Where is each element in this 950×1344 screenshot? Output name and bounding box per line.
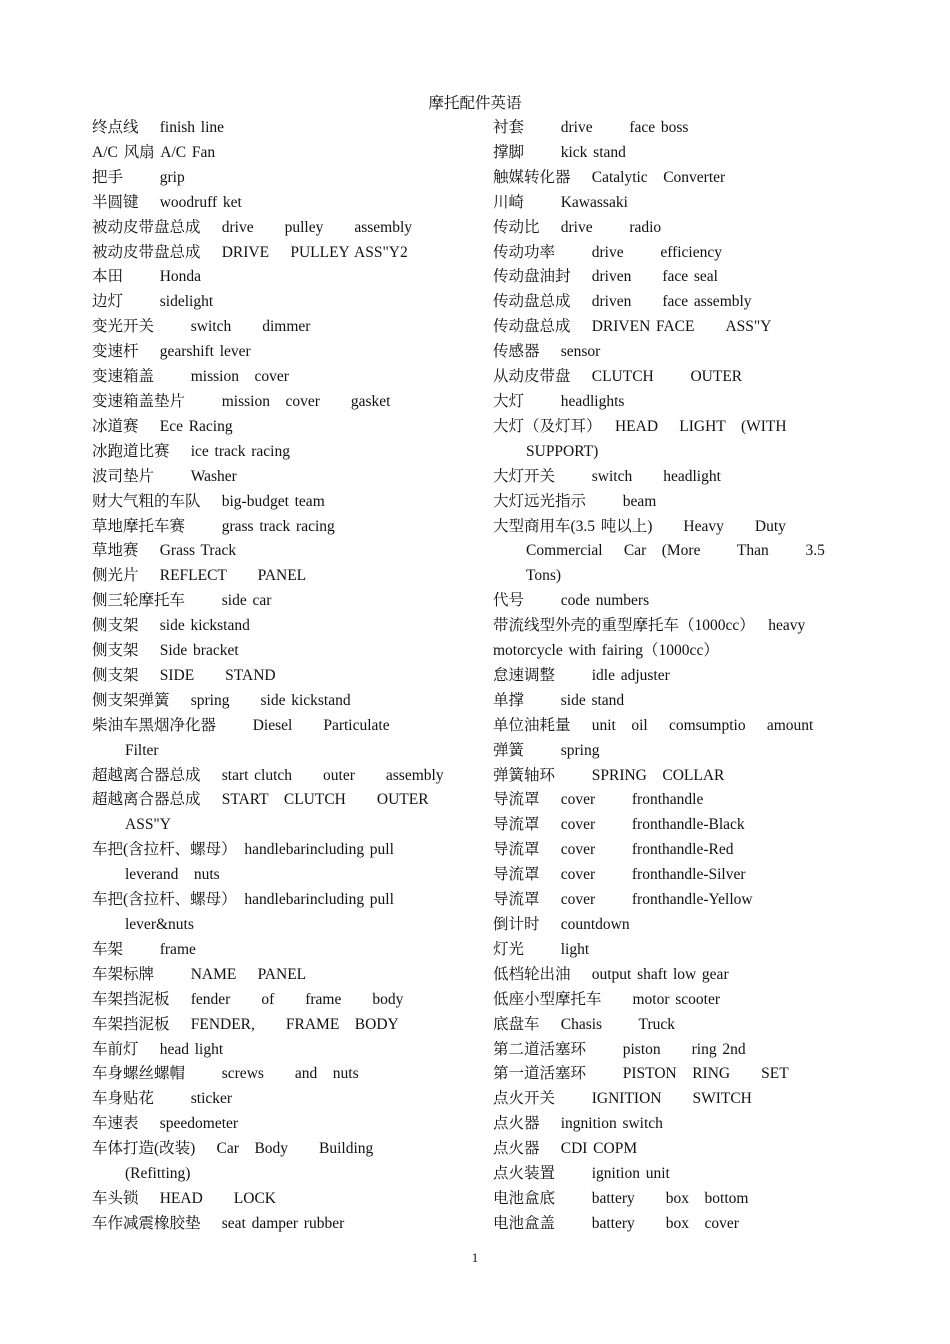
glossary-entry: 怠速调整 idle adjuster [493, 666, 670, 684]
glossary-entry: 大灯 headlights [493, 392, 625, 410]
glossary-entry: 侧支架 side kickstand [92, 617, 250, 635]
glossary-entry: 第一道活塞环 PISTON RING SET [493, 1065, 789, 1083]
glossary-entry: 车把(含拉杆、螺母） handlebarincluding pull [92, 891, 394, 909]
glossary-entry: 弹簧轴环 SPRING COLLAR [493, 766, 725, 784]
glossary-entry: 车头锁 HEAD LOCK [92, 1189, 276, 1207]
glossary-entry: 倒计时 countdown [493, 916, 630, 933]
glossary-entry: 低档轮出油 output shaft low gear [493, 965, 729, 983]
glossary-entry: 弹簧 spring [493, 741, 600, 759]
glossary-entry: 变速箱盖 mission cover [92, 368, 289, 386]
glossary-entry: 传动盘总成 DRIVEN FACE ASS"Y [493, 318, 772, 336]
glossary-entry: 侧三轮摩托车 side car [92, 592, 272, 610]
glossary-entry: 车架 frame [92, 940, 196, 958]
glossary-entry: 传动功率 drive efficiency [493, 243, 722, 261]
glossary-entry: motorcycle with fairing（1000cc） [493, 642, 719, 660]
glossary-entry: 冰道赛 Ece Racing [92, 417, 233, 435]
glossary-entry: 点火器 CDI COPM [493, 1140, 638, 1158]
glossary-entry: 侧支架 Side bracket [92, 642, 239, 660]
glossary-entry: 灯光 light [493, 940, 590, 958]
glossary-entry: 衬套 drive face boss [493, 119, 689, 136]
glossary-entry: 超越离合器总成 start clutch outer assembly [92, 766, 444, 784]
glossary-entry: 电池盒盖 battery box cover [493, 1214, 739, 1232]
glossary-entry: 大灯远光指示 beam [493, 492, 657, 510]
glossary-entry: 代号 code numbers [493, 592, 650, 610]
glossary-entry: 导流罩 cover fronthandle-Yellow [493, 891, 753, 909]
glossary-entry: 车前灯 head light [92, 1040, 224, 1058]
glossary-entry: 半圆键 woodruff ket [92, 193, 242, 211]
glossary-entry: 草地赛 Grass Track [92, 542, 237, 560]
glossary-entry: 车身螺丝螺帽 screws and nuts [92, 1065, 359, 1083]
glossary-entry: 撑脚 kick stand [493, 143, 626, 161]
glossary-entry: 车作减震橡胶垫 seat damper rubber [92, 1214, 345, 1232]
glossary-entry: A/C 风扇 A/C Fan [92, 143, 216, 161]
glossary-entry: 川崎 Kawassaki [493, 193, 628, 211]
glossary-entry: 单撑 side stand [493, 691, 625, 709]
glossary-entry: 传动盘总成 driven face assembly [493, 293, 752, 311]
glossary-entry: 车把(含拉杆、螺母） handlebarincluding pull [92, 841, 394, 859]
glossary-entry: 车身贴花 sticker [92, 1090, 233, 1108]
glossary-entry: 车架标牌 NAME PANEL [92, 965, 307, 983]
glossary-entry: 大型商用车(3.5 吨以上) Heavy Duty [493, 517, 786, 535]
glossary-entry: 单位油耗量 unit oil comsumptio amount [493, 716, 814, 734]
glossary-entry: 带流线型外壳的重型摩托车（1000cc） heavy [493, 617, 806, 635]
glossary-entry: 车速表 speedometer [92, 1115, 239, 1133]
glossary-entry: 财大气粗的车队 big-budget team [92, 492, 325, 510]
glossary-entry: 侧支架 SIDE STAND [92, 666, 276, 684]
glossary-entry-continuation: Filter [125, 741, 159, 759]
glossary-entry: 终点线 finish line [92, 119, 225, 136]
glossary-entry-continuation: (Refitting) [125, 1165, 191, 1183]
glossary-entry: 草地摩托车赛 grass track racing [92, 517, 335, 535]
glossary-entry: 第二道活塞环 piston ring 2nd [493, 1040, 746, 1058]
glossary-entry: 侧光片 REFLECT PANEL [92, 567, 307, 585]
glossary-entry-continuation: SUPPORT) [526, 442, 599, 460]
glossary-entry: 车架挡泥板 FENDER, FRAME BODY [92, 1015, 399, 1033]
glossary-entry: 低座小型摩托车 motor scooter [493, 990, 721, 1008]
glossary-entry: 变光开关 switch dimmer [92, 318, 311, 336]
glossary-entry: 把手 grip [92, 168, 185, 186]
glossary-entry: 传感器 sensor [493, 343, 601, 361]
glossary-entry: 从动皮带盘 CLUTCH OUTER [493, 368, 743, 386]
glossary-entry: 柴油车黑烟净化器 Diesel Particulate [92, 716, 390, 734]
glossary-entry: 波司垫片 Washer [92, 467, 237, 485]
glossary-entry: 导流罩 cover fronthandle-Red [493, 841, 734, 859]
glossary-entry: 点火器 ingnition switch [493, 1115, 663, 1133]
glossary-entry: 点火开关 IGNITION SWITCH [493, 1090, 752, 1108]
glossary-entry-continuation: ASS"Y [125, 816, 171, 834]
glossary-entry-continuation: lever&nuts [125, 916, 194, 933]
glossary-entry: 底盘车 Chasis Truck [493, 1015, 675, 1033]
left-column [92, 116, 462, 1237]
glossary-entry: 侧支架弹簧 spring side kickstand [92, 691, 351, 709]
glossary-entry: 导流罩 cover fronthandle [493, 791, 704, 809]
glossary-entry: 电池盒底 battery box bottom [493, 1189, 749, 1207]
glossary-entry-continuation: Tons) [526, 567, 562, 585]
glossary-entry: 被动皮带盘总成 DRIVE PULLEY ASS"Y2 [92, 243, 408, 261]
glossary-entry: 变速杆 gearshift lever [92, 343, 251, 361]
glossary-entry: 变速箱盖垫片 mission cover gasket [92, 392, 391, 410]
page-number: 1 [471, 1250, 479, 1265]
glossary-entry: 车架挡泥板 fender of frame body [92, 990, 404, 1008]
glossary-entry: 导流罩 cover fronthandle-Black [493, 816, 745, 834]
glossary-entry: 大灯开关 switch headlight [493, 467, 721, 485]
glossary-entry: 点火装置 ignition unit [493, 1165, 670, 1183]
glossary-entry: 超越离合器总成 START CLUTCH OUTER [92, 791, 429, 809]
glossary-entry: 大灯（及灯耳） HEAD LIGHT (WITH [493, 417, 787, 435]
glossary-entry-continuation: leverand nuts [125, 866, 220, 884]
glossary-entry: 冰跑道比赛 ice track racing [92, 442, 290, 460]
glossary-entry: 被动皮带盘总成 drive pulley assembly [92, 218, 413, 236]
glossary-entry: 传动盘油封 driven face seal [493, 268, 718, 286]
glossary-entry: 车体打造(改装) Car Body Building [92, 1140, 374, 1158]
glossary-entry: 触媒转化器 Catalytic Converter [493, 168, 726, 186]
glossary-entry: 导流罩 cover fronthandle-Silver [493, 866, 746, 884]
glossary-entry-continuation: Commercial Car (More Than 3.5 [526, 542, 825, 560]
right-column [493, 116, 838, 1237]
glossary-entry: 边灯 sidelight [92, 293, 214, 311]
page-title: 摩托配件英语 [428, 95, 522, 112]
glossary-entry: 传动比 drive radio [493, 218, 662, 236]
glossary-entry: 本田 Honda [92, 268, 202, 286]
